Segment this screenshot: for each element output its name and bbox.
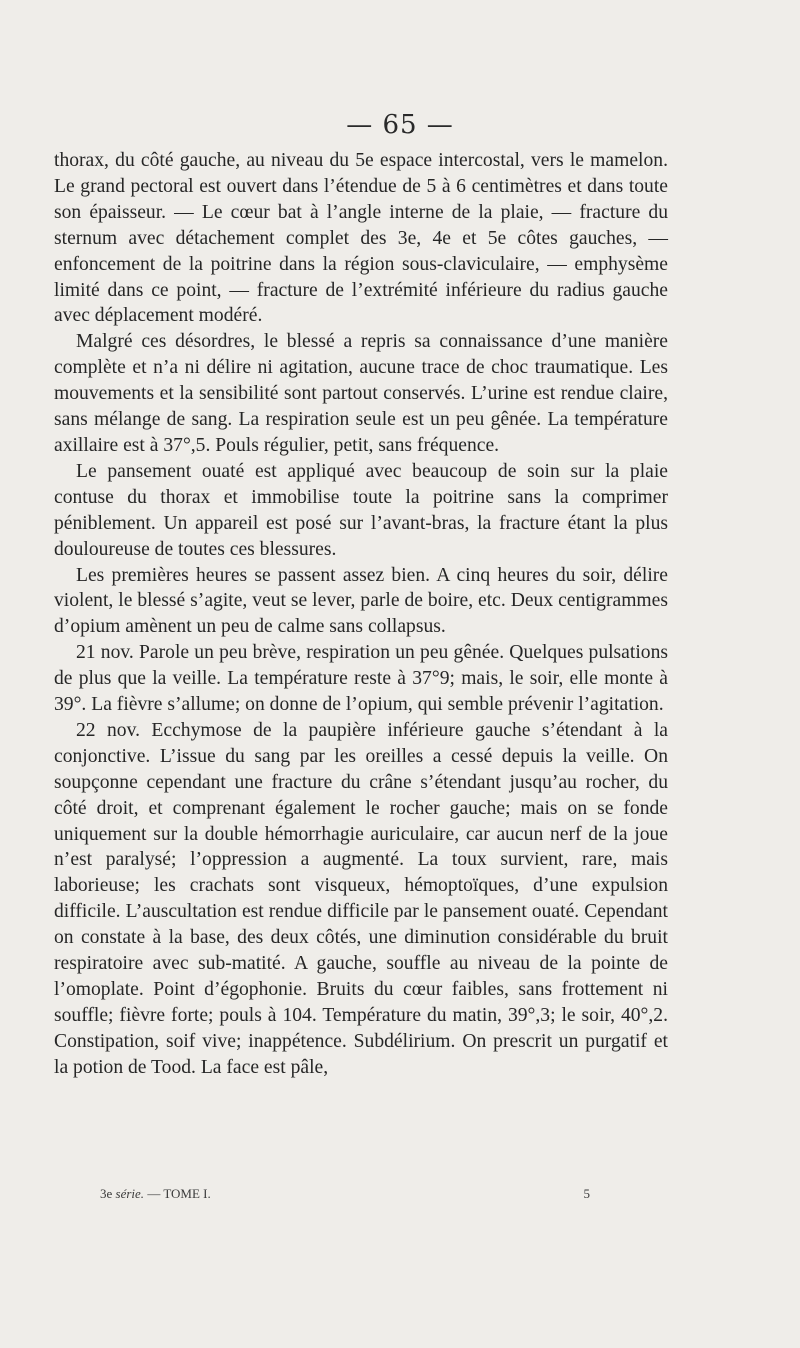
series-prefix: 3e xyxy=(100,1186,116,1201)
page-number-header: — 65 — xyxy=(346,110,454,140)
paragraph-4: Les premières heures se passent assez bien. A cinq heures du soir, délire violent, le blessé s’agite, veut se lever, parle de boire, etc. Deux centigrammes d’opium amènent un peu de calme sans collapsus. xyxy=(54,564,668,638)
paragraph-6: 22 nov. Ecchymose de la paupière inférieure gauche s’étendant à la conjonctive. L’issue du sang par les oreilles a cessé depuis la veille. On soupçonne cependant une fracture du crâne s’étendant jusqu’au rocher, du côté droit, et comprenant également le rocher gauche; mais on se fonde uniquement sur la double hémorrhagie auriculaire, car aucun nerf de la joue n’est paralysé; l’oppression a augmenté. La toux survient, rare, mais laborieuse; les crachats sont visqueux, hémoptoïques, d’une expulsion difficile. L’auscultation est rendue difficile par le pansement ouaté. Cependant on constate à la base, des deux côtés, une diminution considérable du bruit respiratoire avec sub-matité. A gauche, souffle au niveau de la pointe de l’omoplate. Point d’égophonie. Bruits du cœur faibles, sans frottement ni souffle; fièvre forte; pouls à 104. Température du matin, 39°,3; le soir, 40°,2. Constipation, soif vive; inappétence. Subdélirium. On prescrit un purgatif et la potion de Tood. La face est pâle, xyxy=(54,719,668,1078)
series-note xyxy=(100,1186,211,1202)
paragraph-5: 21 nov. Parole un peu brève, respiration un peu gênée. Quelques pulsations de plus que la veille. La température reste à 37°9; mais, le soir, elle monte à 39°. La fièvre s’allume; on donne de l’opium, qui semble prévenir l’agitation. xyxy=(54,642,668,716)
series-suffix: — TOME I. xyxy=(144,1186,211,1201)
paragraph-3: Le pansement ouaté est appliqué avec beaucoup de soin sur la plaie contuse du thorax et immobilise toute la poitrine sans la comprimer péniblement. Un appareil est posé sur l’avant-bras, la fracture étant la plus douloureuse de toutes ces blessures. xyxy=(54,460,668,560)
signature-mark: 5 xyxy=(583,1186,590,1201)
body-text xyxy=(54,148,668,1081)
paragraph-2: Malgré ces désordres, le blessé a repris sa connaissance d’une manière complète et n’a ni délire ni agitation, aucune trace de choc traumatique. Les mouvements et la sensibilité sont partout conservés. L’urine est rendue claire, sans mélange de sang. La respiration seule est un peu gênée. La température axillaire est à 37°,5. Pouls régulier, petit, sans fréquence. xyxy=(54,331,668,456)
series-word: série. xyxy=(115,1186,145,1201)
paragraph-1: thorax, du côté gauche, au niveau du 5e espace intercostal, vers le mamelon. Le grand pectoral est ouvert dans l’étendue de 5 à 6 centimètres et dans toute son épaisseur. — Le cœur bat à l’angle interne de la plaie, — fracture du sternum avec détachement complet des 3e, 4e et 5e côtes gauches, — enfoncement de la poitrine dans la région sous-claviculaire, — emphysème limité dans ce point, — fracture de l’extrémité inférieure du radius gauche avec déplacement modéré. xyxy=(54,150,668,327)
